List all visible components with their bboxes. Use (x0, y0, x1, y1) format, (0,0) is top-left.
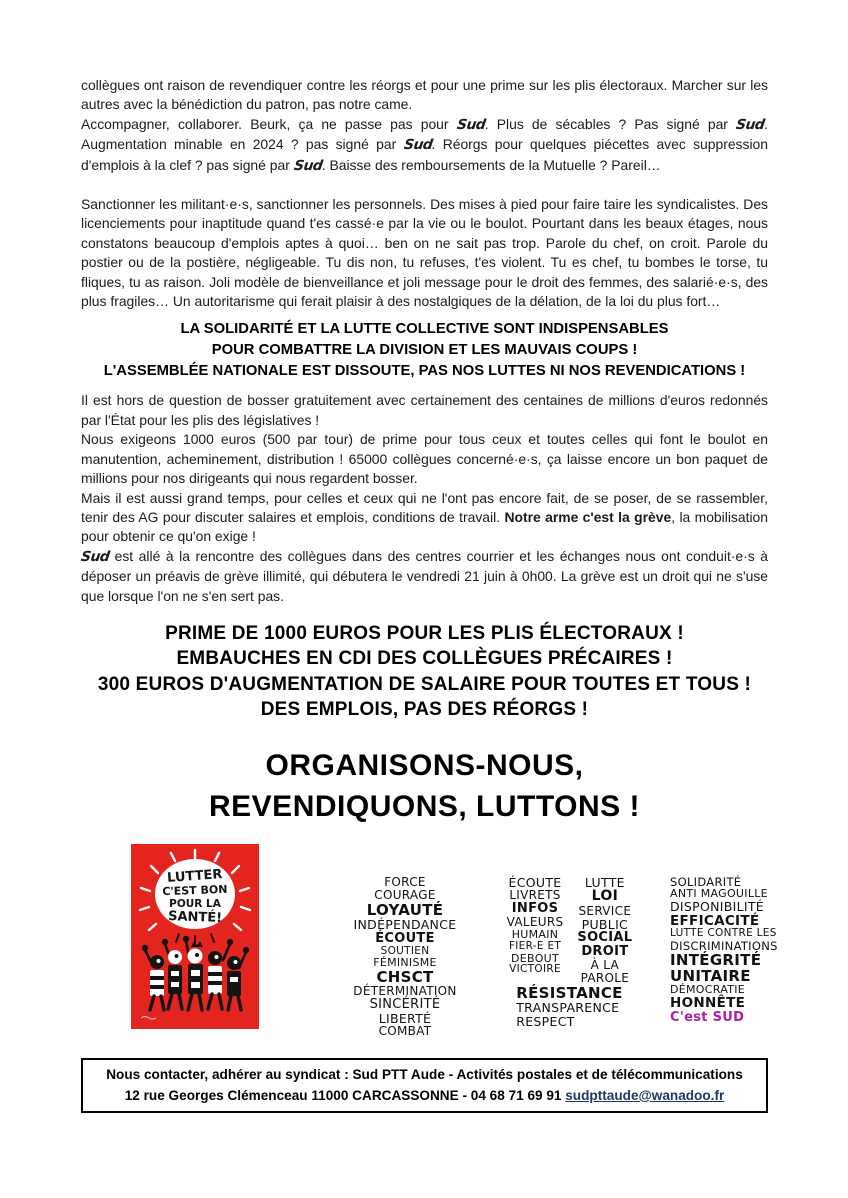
paragraph-prime-1000: Nous exigeons 1000 euros (500 par tour) de prime pour tous ceux et toutes celles qui font le boulot en manutention, acheminement, distribution ! 65000 collègues concerné·e·s, ça laisse encore un bon paquet de millions pour nos dirigeants qui nous regardent bosser. (81, 431, 768, 487)
wordcloud-word: UNITAIRE (670, 967, 751, 986)
wordcloud-word: SOCIAL (577, 930, 633, 945)
wordcloud-word: CHSCT (376, 967, 434, 986)
paragraph-text: Mais il est aussi grand temps, pour celles et ceux qui ne l'ont pas encore fait, de se poser, de se rassembler, tenir des AG pour discuter salaires et emplois, conditions de travail. (81, 489, 768, 525)
wordcloud-word: FORCE (384, 874, 426, 889)
paragraph-preavis-greve (81, 547, 768, 606)
paragraph-intro: collègues ont raison de revendiquer contre les réorgs et pour une prime sur les plis électoraux. Marcher sur les autres avec la bénédiction du patron, pas notre came. (81, 77, 768, 113)
paragraph-text: Accompagner, collaborer. Beurk, ça ne passe pas pour (81, 115, 457, 132)
wordcloud-word: SOLIDARITÉ (670, 874, 742, 889)
wordcloud-word: ÉCOUTE (375, 930, 435, 946)
wordcloud-letter-u (487, 876, 652, 1038)
wordcloud-u-bottom (516, 985, 622, 1028)
wordcloud-word: DÉMOCRATIE (670, 983, 746, 997)
wordcloud-word: HONNÊTE (670, 995, 746, 1012)
wordcloud-word: EFFICACITÉ (670, 912, 760, 929)
contact-address-phone: 12 rue Georges Clémenceau 11000 CARCASSONNE - 04 68 71 69 91 (124, 1087, 566, 1103)
lutter-sante-poster-image (131, 844, 259, 1029)
wordcloud-word: INDÉPENDANCE (353, 917, 457, 933)
wordcloud-word: LUTTE CONTRE LES (670, 927, 777, 940)
wordcloud-word: HUMAIN (511, 928, 559, 942)
paragraph-text: . Augmentation minable en 2024 ? pas signé par (81, 115, 768, 153)
contact-email-link[interactable]: sudpttaude@wanadoo.fr (565, 1087, 725, 1103)
slogan-block (81, 319, 768, 382)
demand-emplois: DES EMPLOIS, PAS DES RÉORGS ! (260, 699, 589, 721)
wordcloud-word: LOYAUTÉ (366, 900, 444, 919)
demand-augmentation: 300 EUROS D'AUGMENTATION DE SALAIRE POUR TOUTES ET TOUS ! (97, 673, 752, 695)
demand-cdi: EMBAUCHES EN CDI DES COLLÈGUES PRÉCAIRES ! (176, 648, 673, 670)
wordcloud-word: LOI (591, 888, 619, 905)
wordcloud-word: LIVRETS (509, 888, 561, 903)
wordcloud-word: PAROLE (580, 971, 630, 986)
slogan-line-3: L'ASSEMBLÉE NATIONALE EST DISSOUTE, PAS NOS LUTTES NI NOS REVENDICATIONS ! (103, 363, 746, 380)
illustrations-row (131, 844, 778, 1039)
paragraph-refus-signature (81, 115, 768, 176)
paragraph-plis-legislatives: Il est hors de question de bosser gratuitement avec certainement des centaines de millions d'euros redonnés par l'État pour les plis des législatives ! (81, 392, 768, 428)
wordcloud-word: ANTI MAGOUILLE (670, 887, 768, 901)
wordcloud-word: INFOS (511, 901, 559, 917)
paragraph-repression: Sanctionner les militant·e·s, sanctionner les personnels. Des mises à pied pour faire taire les syndicalistes. Des licenciements pour inaptitude quand t'es cassé·e par la vie ou le boulot. Pourtant dans les beaux étages, nous constatons beaucoup d'emplois aptes à quoi… ben on ne sait pas trop. Parole du chef, on croit. Parole du postier ou de la postière, négligeable. Tu dis non, tu refuses, t'es violent. Tu es chef, tu bombes le torse, tu fliques, tu as raison. Joli modèle de bienveillance et joli message pour le droit des femmes, des salarié·e·s, des plus fragiles… Un autoritarisme qui ferait plaisir à des nostalgiques de la délation, de la loi du plus fort… (81, 196, 768, 310)
paragraph-text: , la mobilisation pour obtenir ce qu'on exige ! (81, 508, 768, 545)
wordcloud-word: LIBERTÉ (378, 1010, 432, 1026)
sud-logo-inline: Sud (79, 548, 111, 565)
paragraph-text: . Baisse des remboursements de la Mutuelle ? Pareil… (321, 156, 661, 173)
demands-block (81, 621, 768, 723)
slogan-line-1: LA SOLIDARITÉ ET LA LUTTE COLLECTIVE SONT INDISPENSABLES (180, 321, 669, 338)
poster-line-lutter: LUTTER (166, 867, 223, 886)
wordcloud-word: TRANSPARENCE (516, 1000, 620, 1016)
heading-line-2: REVENDIQUONS, LUTTONS ! (209, 789, 640, 823)
wordcloud-word: SINCÉRITÉ (369, 996, 441, 1012)
heading-line-1: ORGANISONS-NOUS, (265, 748, 584, 782)
wordcloud-word: DEBOUT (511, 951, 560, 965)
contact-line-1: Nous contacter, adhérer au syndicat : Sud PTT Aude - Activités postales et de télécommunications (106, 1067, 743, 1083)
poster-line-sante: SANTÉ! (167, 909, 223, 926)
wordcloud-word: RÉSISTANCE (516, 983, 623, 1002)
paragraph-ag-greve (81, 489, 768, 547)
sud-logo-inline: Sud (735, 116, 766, 133)
spacer (81, 176, 768, 195)
wordcloud-letter-s (335, 876, 475, 1038)
paragraph-text: est allé à la rencontre des collègues dans des centres courrier et les échanges nous ont conduit·e·s à déposer un préavis de grève illimité, qui débutera le vendredi 21 juin à 0h00. La grève est un droit qui ne s'use que lorsque l'on ne s'en sert pas. (81, 547, 768, 604)
call-to-action-heading (81, 745, 768, 827)
contact-box (81, 1058, 768, 1113)
wordcloud-word: À LA (590, 958, 620, 973)
wordcloud-word: FÉMINISME (373, 955, 437, 969)
wordcloud-u-right-column (577, 876, 632, 985)
slogan-line-2: POUR COMBATTRE LA DIVISION ET LES MAUVAIS COUPS ! (211, 342, 638, 359)
wordcloud-u-left-column (507, 876, 564, 985)
wordcloud-word: INTÉGRITÉ (670, 951, 762, 970)
paragraph-text: . Plus de sécables ? Pas signé par (484, 115, 737, 132)
sud-logo-inline: Sud (455, 116, 486, 133)
wordcloud-word: VICTOIRE (509, 963, 561, 976)
bold-phrase-notre-arme: Notre arme c'est la grève (504, 508, 672, 525)
wordcloud-word: COMBAT (378, 1024, 432, 1039)
poster-line-cest-bon: C'EST BON (162, 882, 228, 899)
wordcloud-word: DROIT (581, 944, 629, 960)
wordcloud-word: SERVICE (578, 903, 632, 918)
sud-logo-inline: Sud (292, 157, 323, 174)
wordcloud-word: FIER-E ET (508, 940, 562, 953)
wordcloud-word: COURAGE (374, 887, 436, 902)
wordcloud-word: PUBLIC (581, 916, 629, 932)
wordcloud-letter-d (670, 876, 805, 1038)
sud-logo-inline: Sud (402, 137, 433, 154)
spacer (81, 382, 768, 391)
demand-prime: PRIME DE 1000 EUROS POUR LES PLIS ÉLECTORAUX ! (165, 622, 684, 644)
wordcloud-word: C'est SUD (670, 1009, 745, 1025)
wordcloud-word: RESPECT (516, 1013, 575, 1029)
wordcloud-word: DÉTERMINATION (353, 983, 457, 998)
sud-wordcloud-image (335, 876, 805, 1038)
wordcloud-word: VALEURS (506, 915, 564, 930)
contact-line-2 (91, 1086, 758, 1107)
poster-line-pour-la: POUR LA (169, 897, 221, 910)
wordcloud-word: LUTTE (584, 874, 625, 890)
paragraph-text: . Réorgs pour quelques piécettes avec suppression d'emplois à la clef ? pas signé par (81, 136, 768, 173)
wordcloud-word: DISPONIBILITÉ (670, 899, 765, 915)
wordcloud-word: ÉCOUTE (508, 874, 562, 890)
wordcloud-word: SOUTIEN (380, 944, 430, 957)
wordcloud-word: DISCRIMINATIONS (670, 938, 778, 953)
